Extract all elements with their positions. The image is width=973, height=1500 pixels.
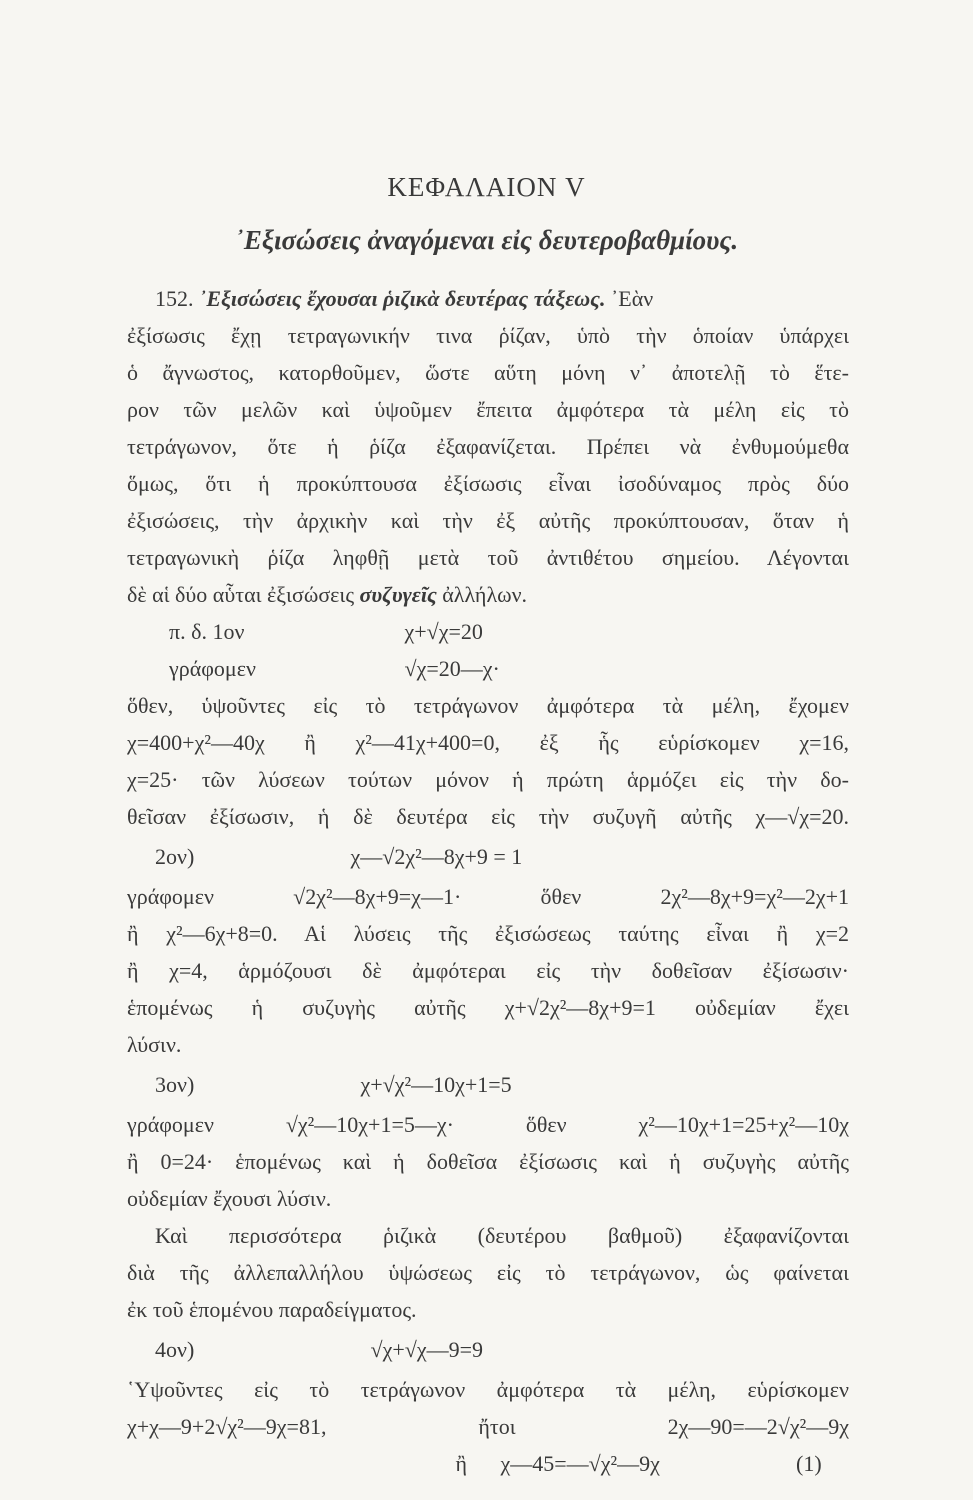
text-line: τετραγωνικὴ ῥίζα ληφθῇ μετὰ τοῦ ἀντιθέτου σημείου. Λέγονται bbox=[127, 545, 849, 570]
example-label: 3ον) bbox=[155, 1072, 195, 1097]
text-line: θεῖσαν ἐξίσωσιν, ἡ δὲ δευτέρα εἰς τὴν συζυγῆ αὐτῆς χ—√χ=20. bbox=[127, 804, 849, 829]
example-2-header bbox=[127, 835, 849, 878]
text-line: ἢ χ²—6χ+8=0. Αἱ λύσεις τῆς ἐξισώσεως ταύτης εἶναι ἢ χ=2 bbox=[127, 921, 849, 946]
text-line: ἢ χ=4, ἁρμόζουσι δὲ ἀμφότεραι εἰς τὴν δοθεῖσαν ἐξίσωσιν· bbox=[127, 958, 849, 983]
example-label: π. δ. 1ον bbox=[169, 619, 245, 644]
example-equation: χ+√χ²—10χ+1=5 bbox=[360, 1072, 512, 1097]
example-3-header bbox=[127, 1063, 849, 1106]
text-line: ὅθεν, ὑψοῦντες εἰς τὸ τετράγωνον ἀμφότερα τὰ μέλη, ἔχομεν bbox=[127, 693, 849, 718]
example-equation: χ—√2χ²—8χ+9 = 1 bbox=[350, 844, 523, 869]
example-equation: χ—45=—√χ²—9χ bbox=[500, 1451, 660, 1476]
text-line: γράφομεν √χ²—10χ+1=5—χ· ὅθεν χ²—10χ+1=25+χ²—10χ bbox=[127, 1112, 849, 1137]
section-number: 152. bbox=[155, 286, 194, 311]
example-label: 4ον) bbox=[155, 1337, 195, 1362]
example-equation: √χ+√χ—9=9 bbox=[370, 1337, 483, 1362]
text-line: οὐδεμίαν ἔχουσι λύσιν. bbox=[127, 1186, 332, 1211]
example-4-header bbox=[127, 1328, 849, 1371]
text-fragment: ἀλλήλων. bbox=[442, 582, 528, 607]
text-line: χ=25· τῶν λύσεων τούτων μόνον ἡ πρώτη ἁρμόζει εἰς τὴν δο- bbox=[127, 767, 849, 792]
write-label: γράφομεν bbox=[169, 656, 256, 681]
example-1-write bbox=[127, 650, 849, 687]
text-fragment: ἢ bbox=[455, 1451, 467, 1476]
text-line: τετράγωνον, ὅτε ἡ ῥίζα ἐξαφανίζεται. Πρέπει νὰ ἐνθυμούμεθα bbox=[127, 434, 849, 459]
text-line: ρον τῶν μελῶν καὶ ὑψοῦμεν ἔπειτα ἀμφότερα τὰ μέλη εἰς τὸ bbox=[127, 397, 849, 422]
text-line bbox=[127, 576, 849, 613]
text-line bbox=[127, 1445, 849, 1482]
text-line: ὁ ἄγνωστος, κατορθοῦμεν, ὥστε αὕτη μόνη ν᾿ ἀποτελῇ τὸ ἕτε- bbox=[127, 360, 849, 385]
example-label: 2ον) bbox=[155, 844, 195, 869]
emphasized-term: συζυγεῖς bbox=[359, 582, 437, 607]
section-title-tail: ᾿Εὰν bbox=[610, 286, 654, 311]
page-body bbox=[127, 280, 849, 1482]
text-line: ἐξισώσεις, τὴν ἀρχικὴν καὶ τὴν ἐξ αὐτῆς προκύπτουσαν, ὅταν ἡ bbox=[127, 508, 849, 533]
text-line: ἐξίσωσις ἔχῃ τετραγωνικήν τινα ῥίζαν, ὑπὸ τὴν ὁποίαν ὑπάρχει bbox=[127, 323, 849, 348]
text-line: λύσιν. bbox=[127, 1032, 182, 1057]
text-line: ἑπομένως ἡ συζυγὴς αὐτῆς χ+√2χ²—8χ+9=1 οὐδεμίαν ἔχει bbox=[127, 995, 849, 1020]
text-fragment: δὲ αἱ δύο αὗται ἐξισώσεις bbox=[127, 582, 355, 607]
text-line: γράφομεν √2χ²—8χ+9=χ—1· ὅθεν 2χ²—8χ+9=χ²—2χ+1 bbox=[127, 884, 849, 909]
chapter-subtitle: ᾿Εξισώσεις ἀναγόμεναι εἰς δευτεροβαθμίους. bbox=[234, 225, 739, 255]
text-line: ἢ 0=24· ἑπομένως καὶ ἡ δοθεῖσα ἐξίσωσις καὶ ἡ συζυγὴς αὐτῆς bbox=[127, 1149, 849, 1174]
section-heading bbox=[127, 280, 849, 317]
text-line: ἐκ τοῦ ἑπομένου παραδείγματος. bbox=[127, 1297, 417, 1322]
text-line: χ+χ—9+2√χ²—9χ=81, ἤτοι 2χ—90=—2√χ²—9χ bbox=[127, 1414, 849, 1439]
text-line: ὅμως, ὅτι ἡ προκύπτουσα ἐξίσωσις εἶναι ἰσοδύναμος πρὸς δύο bbox=[127, 471, 849, 496]
example-equation: χ+√χ=20 bbox=[404, 619, 483, 644]
text-line: Καὶ περισσότερα ῥιζικὰ (δευτέρου βαθμοῦ) ἐξαφανίζονται bbox=[155, 1223, 849, 1248]
text-line: ῾Υψοῦντες εἰς τὸ τετράγωνον ἀμφότερα τὰ μέλη, εὑρίσκομεν bbox=[127, 1377, 849, 1402]
section-title: ᾿Εξισώσεις ἔχουσαι ῥιζικὰ δευτέρας τάξεως. bbox=[199, 286, 606, 311]
write-equation: √χ=20—χ· bbox=[404, 656, 500, 681]
text-line: διὰ τῆς ἀλλεπαλλήλου ὑψώσεως εἰς τὸ τετράγωνον, ὡς φαίνεται bbox=[127, 1260, 849, 1285]
text-line: χ=400+χ²—40χ ἢ χ²—41χ+400=0, ἐξ ἧς εὑρίσκομεν χ=16, bbox=[127, 730, 849, 755]
equation-reference: (1) bbox=[796, 1451, 822, 1476]
example-1-header bbox=[127, 613, 849, 650]
chapter-title: ΚΕΦΑΛΑΙΟΝ V bbox=[387, 172, 586, 202]
